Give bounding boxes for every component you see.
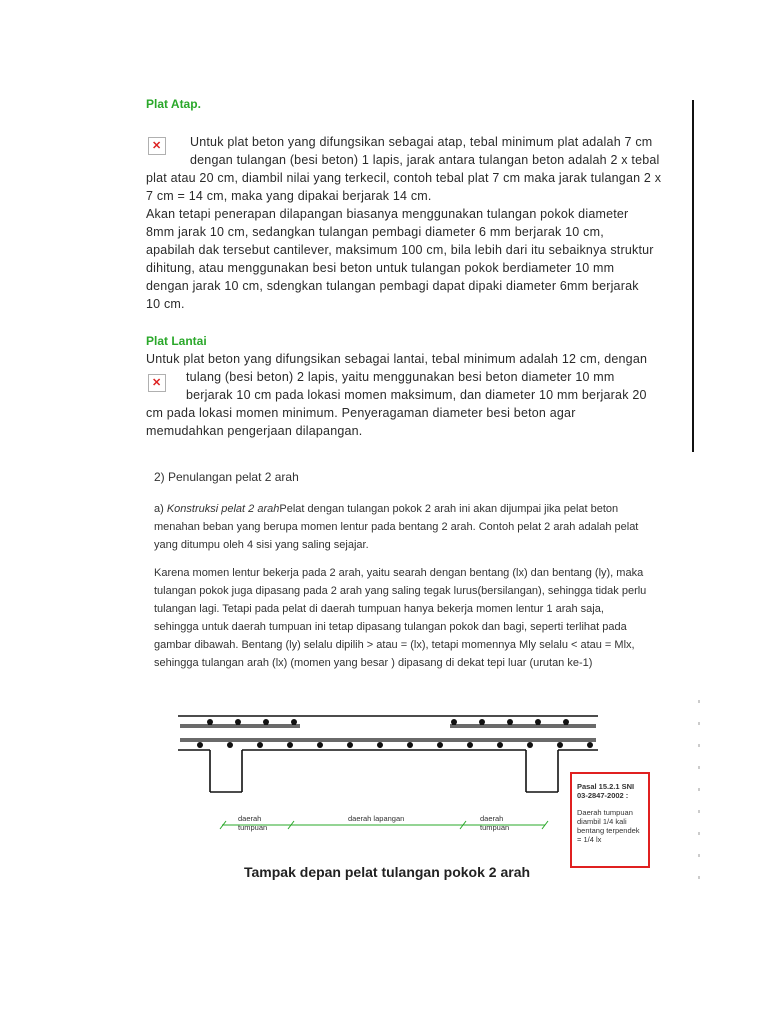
figure-caption: Tampak depan pelat tulangan pokok 2 arah (244, 864, 531, 880)
plat-lantai-line-5: memudahkan pengerjaan dilapangan. (146, 424, 363, 438)
para-b-line-5: gambar dibawah. Bentang (ly) selalu dipilih > atau = (lx), tetapi momennya Mly selalu < atau = Mlx, (154, 639, 635, 651)
para-b-line-6: sehingga tulangan arah (lx) (momen yang besar ) dipasang di dekat tepi luar (urutan ke-1) (154, 657, 593, 669)
note-line-1: Pasal 15.2.1 SNI (577, 782, 635, 791)
note-line-6: bentang terpendek (577, 826, 640, 835)
plat-atap-line-10: 10 cm. (146, 297, 185, 311)
para-a-line-2: menahan beban yang berupa momen lentur pada bentang 2 arah. Contoh pelat 2 arah adalah pelat (154, 521, 639, 533)
para-a-text: Pelat dengan tulangan pokok 2 arah ini akan dijumpai jika pelat beton (279, 503, 619, 515)
plat-atap-line-3: plat atau 20 cm, diambil nilai yang terkecil, contoh tebal plat 7 cm maka jarak tulangan 2 x (146, 171, 662, 185)
para-b-line-2: tulangan pokok juga dipasang pada 2 arah yang saling tegak lurus(bersilangan), sehingga tidak perlu (154, 585, 647, 597)
note-line-4: Daerah tumpuan (577, 808, 633, 817)
note-line-2: 03-2847-2002 : (577, 791, 629, 800)
para-b-line-1: Karena momen lentur bekerja pada 2 arah, yaitu searah dengan bentang (lx) dan bentang (ly), maka (154, 567, 644, 579)
plat-lantai-line-4: cm pada lokasi momen minimum. Penyeragaman diameter besi beton agar (146, 406, 576, 420)
label-right-line-1: daerah (480, 814, 504, 823)
label-right-line-2: tumpuan (480, 823, 510, 832)
para-a-line-3: yang ditumpu oleh 4 sisi yang saling sejajar. (154, 539, 369, 551)
plat-atap-line-9: dengan jarak 10 cm, sdengkan tulangan pembagi dapat dipaki diameter 6mm berjarak (146, 279, 639, 293)
plat-atap-line-7: apabilah dak tersebut cantilever, maksimum 100 cm, bila lebih dari itu sebaiknya struktur (146, 243, 654, 257)
content-border-line (692, 100, 694, 452)
scan-edge-marks (698, 700, 700, 890)
para-a-prefix: a) (154, 503, 164, 515)
label-daerah-tumpuan-right (480, 814, 509, 832)
broken-image-icon (148, 137, 166, 155)
note-spacer (577, 800, 643, 808)
plat-lantai-line-1: Untuk plat beton yang difungsikan sebagai lantai, tebal minimum adalah 12 cm, dengan (146, 352, 648, 366)
sni-note-box (570, 772, 650, 868)
plat-lantai-line-3: berjarak 10 cm pada lokasi momen maksimum, dan diameter 10 mm berjarak 20 (186, 388, 647, 402)
plat-lantai-line-2: tulang (besi beton) 2 lapis, yaitu menggunakan besi beton diameter 10 mm (186, 370, 615, 384)
note-line-5: diambil 1/4 kali (577, 817, 627, 826)
note-line-7: = 1/4 lx (577, 835, 602, 844)
heading-plat-atap: Plat Atap. (146, 97, 201, 111)
broken-image-icon (148, 374, 166, 392)
label-left-line-1: daerah (238, 814, 262, 823)
plat-atap-line-1: Untuk plat beton yang difungsikan sebagai atap, tebal minimum plat adalah 7 cm (190, 135, 653, 149)
para-b-line-3: tulangan lagi. Tetapi pada pelat di daerah tumpuan hanya bekerja momen lentur 1 arah saja, (154, 603, 604, 615)
plat-atap-line-8: dihitung, atau menggunakan besi beton untuk tulangan pokok berdiameter 10 mm (146, 261, 615, 275)
label-daerah-tumpuan-left (238, 814, 267, 832)
heading-penulangan: 2) Penulangan pelat 2 arah (154, 470, 299, 484)
para-b-line-4: sehingga untuk daerah tumpuan ini tetap dipasang tulangan pokok dan bagi, seperti terlihat pada (154, 621, 627, 633)
para-a-italic: Konstruksi pelat 2 arah (166, 503, 280, 515)
plat-atap-line-2: dengan tulangan (besi beton) 1 lapis, jarak antara tulangan beton adalah 2 x tebal (190, 153, 660, 167)
plat-atap-line-4: 7 cm = 14 cm, maka yang dipakai berjarak 14 cm. (146, 189, 432, 203)
heading-plat-lantai: Plat Lantai (146, 334, 207, 348)
plat-atap-line-5: Akan tetapi penerapan dilapangan biasanya menggunakan tulangan pokok diameter (146, 207, 629, 221)
plat-atap-line-6: 8mm jarak 10 cm, sedangkan tulangan pembagi diameter 6 mm berjarak 10 cm, (146, 225, 604, 239)
para-a-line-1 (154, 500, 674, 519)
label-daerah-lapangan: daerah lapangan (348, 814, 405, 823)
label-left-line-2: tumpuan (238, 823, 268, 832)
